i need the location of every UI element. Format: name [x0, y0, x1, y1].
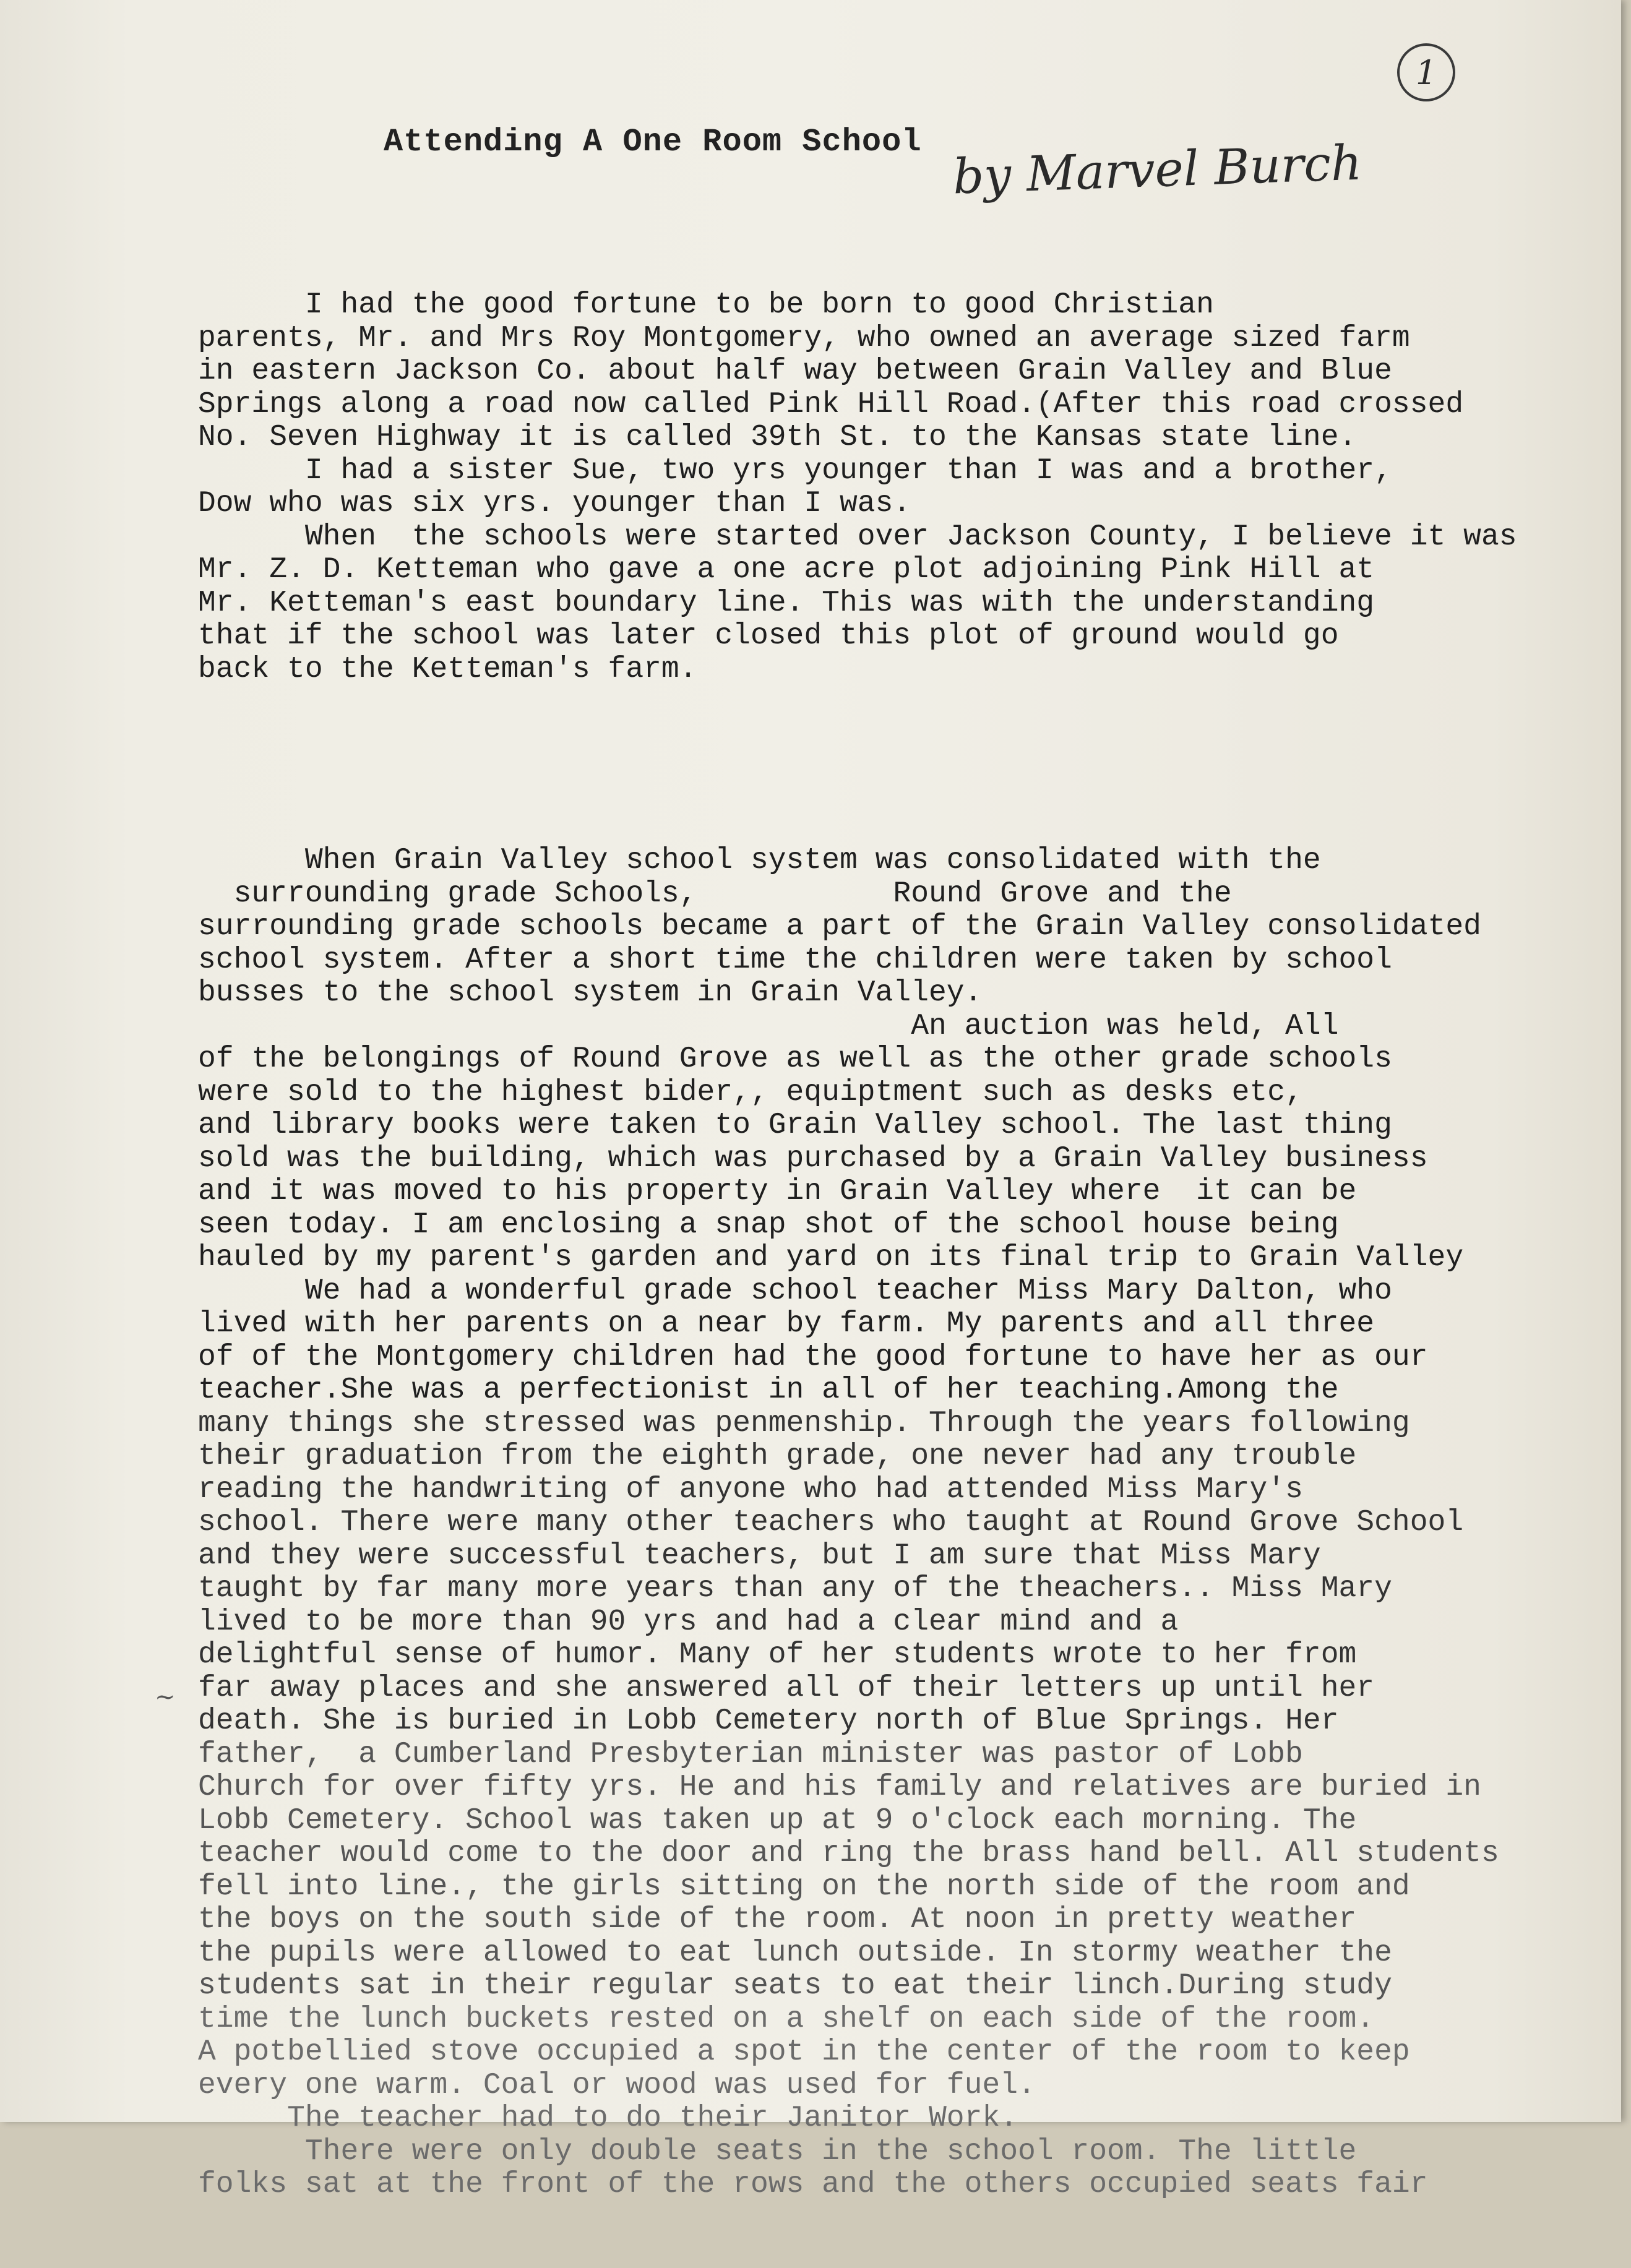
paragraph-gap	[198, 752, 1584, 778]
text-line: There were only double seats in the school room. The little	[198, 2135, 1357, 2168]
text-line: students sat in their regular seats to eat their linch.During study	[198, 1970, 1392, 2003]
text-line: back to the Ketteman's farm.	[198, 653, 697, 686]
text-line: sold was the building, which was purchased by a Grain Valley business	[198, 1142, 1428, 1175]
text-line: Church for over fifty yrs. He and his family and relatives are buried in	[198, 1771, 1481, 1804]
text-line: and library books were taken to Grain Valley school. The last thing	[198, 1109, 1392, 1142]
text-line: lived with her parents on a near by farm. My parents and all three	[198, 1308, 1375, 1341]
paragraph-consolidation	[198, 844, 1584, 2202]
margin-mark: ~	[155, 1683, 176, 1711]
page-number	[1397, 43, 1455, 101]
text-line: Lobb Cemetery. School was taken up at 9 o'clock each morning. The	[198, 1804, 1357, 1837]
text-line: father, a Cumberland Presbyterian minister was pastor of Lobb	[198, 1738, 1303, 1771]
text-line: in eastern Jackson Co. about half way between Grain Valley and Blue	[198, 355, 1392, 388]
text-line: An auction was held, All	[198, 1010, 1339, 1043]
text-line: seen today. I am enclosing a snap shot of the school house being	[198, 1208, 1339, 1242]
text-line: the pupils were allowed to eat lunch outside. In stormy weather the	[198, 1936, 1392, 1970]
text-line: busses to the school system in Grain Valley.	[198, 977, 983, 1010]
text-line: When the schools were started over Jackson County, I believe it was	[198, 520, 1517, 554]
text-line: and it was moved to his property in Grain Valley where it can be	[198, 1175, 1357, 1208]
text-line: When Grain Valley school system was consolidated with the	[198, 844, 1321, 877]
text-line: Dow who was six yrs. younger than I was.	[198, 488, 911, 520]
handwritten-byline: by Marvel Burch	[952, 135, 1363, 205]
text-line: teacher would come to the door and ring the brass hand bell. All students	[198, 1837, 1499, 1870]
text-line: fell into line., the girls sitting on the north side of the room and	[198, 1870, 1410, 1904]
text-line: parents, Mr. and Mrs Roy Montgomery, who owned an average sized farm	[198, 322, 1410, 355]
text-line: Mr. Ketteman's east boundary line. This was with the understanding	[198, 586, 1375, 620]
text-line: surrounding grade schools became a part of the Grain Valley consolidated	[198, 911, 1481, 943]
text-line: We had a wonderful grade school teacher Miss Mary Dalton, who	[198, 1274, 1392, 1308]
text-line: hauled by my parent's garden and yard on its final trip to Grain Valley	[198, 1242, 1464, 1274]
text-line: the boys on the south side of the room. At noon in pretty weather	[198, 1904, 1357, 1936]
text-line: A potbellied stove occupied a spot in the center of the room to keep	[198, 2036, 1410, 2069]
page-number-text: 1	[1415, 53, 1437, 92]
text-line: of the belongings of Round Grove as well as the other grade schools	[198, 1043, 1392, 1076]
text-line: No. Seven Highway it is called 39th St. to the Kansas state line.	[198, 421, 1357, 454]
text-line: every one warm. Coal or wood was used for fuel.	[198, 2069, 1036, 2102]
text-line: Springs along a road now called Pink Hill Road.(After this road crossed	[198, 388, 1464, 421]
text-line: that if the school was later closed this plot of ground would go	[198, 620, 1339, 653]
text-line: teacher.She was a perfectionist in all of her teaching.Among the	[198, 1374, 1339, 1407]
text-line: surrounding grade Schools, Round Grove and the	[198, 877, 1232, 911]
text-line: school. There were many other teachers who taught at Round Grove School	[198, 1506, 1464, 1539]
text-line: I had a sister Sue, two yrs younger than I was and a brother,	[198, 454, 1392, 488]
text-line: their graduation from the eighth grade, one never had any trouble	[198, 1440, 1357, 1473]
paragraph-intro	[198, 289, 1584, 686]
text-line: taught by far many more years than any of the theachers.. Miss Mary	[198, 1573, 1392, 1605]
text-line: school system. After a short time the children were taken by school	[198, 943, 1392, 977]
document-body	[198, 223, 1584, 2268]
text-line: Mr. Z. D. Ketteman who gave a one acre plot adjoining Pink Hill at	[198, 554, 1375, 586]
text-line: I had the good fortune to be born to good Christian	[198, 289, 1214, 322]
text-line: lived to be more than 90 yrs and had a clear mind and a	[198, 1605, 1179, 1639]
text-line: of of the Montgomery children had the good fortune to have her as our	[198, 1341, 1428, 1374]
text-line: were sold to the highest bider,, equiptment such as desks etc,	[198, 1076, 1303, 1109]
document-title: Attending A One Room School	[384, 124, 922, 160]
text-line: The teacher had to do their Janitor Work.	[198, 2102, 1018, 2135]
text-line: reading the handwriting of anyone who had attended Miss Mary's	[198, 1473, 1303, 1506]
text-line: delightful sense of humor. Many of her students wrote to her from	[198, 1639, 1357, 1672]
text-line: many things she stressed was penmenship. Through the years following	[198, 1407, 1410, 1440]
text-line: folks sat at the front of the rows and the others occupied seats fair	[198, 2168, 1428, 2201]
text-line: far away places and she answered all of their letters up until her	[198, 1672, 1375, 1705]
text-line: time the lunch buckets rested on a shelf on each side of the room.	[198, 2003, 1375, 2036]
text-line: and they were successful teachers, but I am sure that Miss Mary	[198, 1539, 1321, 1573]
text-line: death. She is buried in Lobb Cemetery north of Blue Springs. Her	[198, 1705, 1339, 1738]
